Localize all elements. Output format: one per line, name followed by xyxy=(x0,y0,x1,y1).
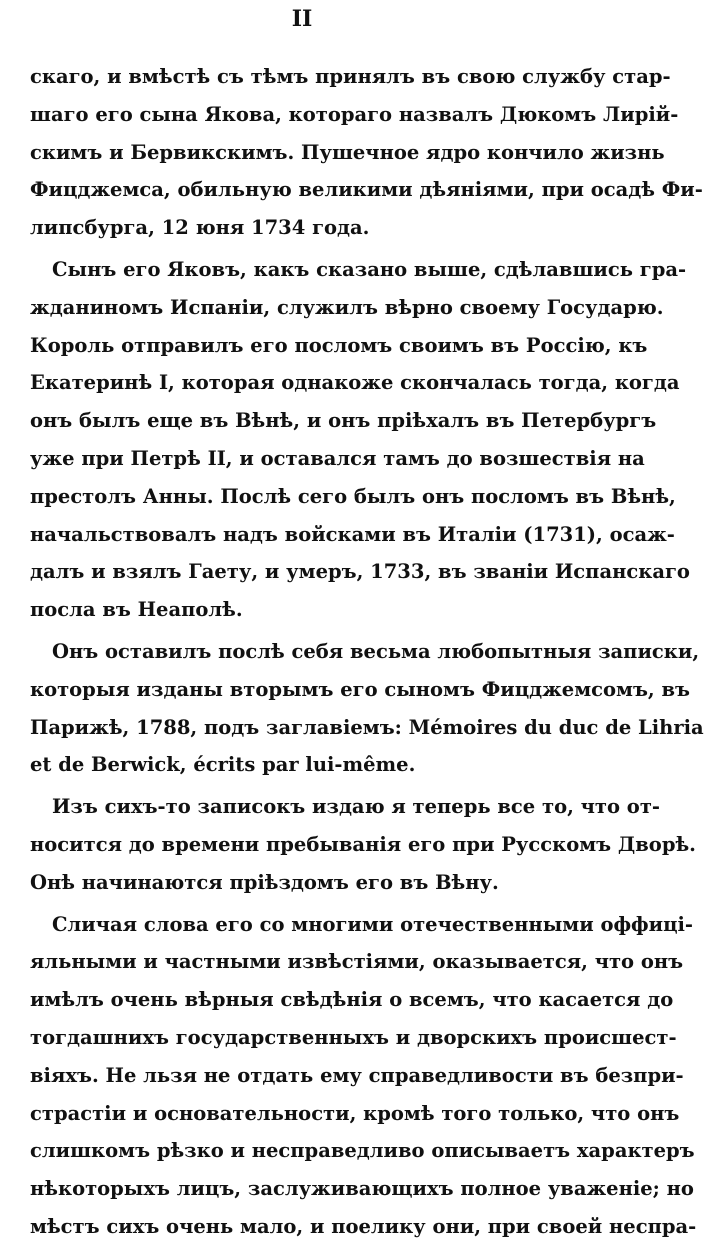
paragraph-3 xyxy=(30,633,704,784)
text-line: слишкомъ рѣзко и несправедливо описываетъ характеръ xyxy=(30,1139,695,1163)
text-line: скаго, и вмѣстѣ съ тѣмъ принялъ въ свою службу стар- xyxy=(30,65,671,88)
text-line: Сличая слова его со многими отечественными оффиці- xyxy=(52,912,693,936)
page-number: II xyxy=(291,6,313,32)
text-line: носится до времени пребыванія его при Русскомъ Дворѣ. xyxy=(30,832,696,856)
text-line: далъ и взялъ Гаету, и умеръ, 1733, въ званіи Испанскаго xyxy=(30,560,690,584)
text-line: скимъ и Бервикскимъ. Пушечное ядро кончило жизнь xyxy=(30,140,665,164)
text-line: Фицджемса, обильную великими дѣяніями, при осадѣ Фи- xyxy=(30,178,703,202)
text-line: Сынъ его Яковъ, какъ сказано выше, сдѣлавшись гра- xyxy=(52,257,687,281)
paragraph-4 xyxy=(30,788,696,901)
text-line: уже при Петрѣ II, и оставался тамъ до возшествія на xyxy=(30,446,645,470)
text-line: віяхъ. Не льзя не отдать ему справедливости въ безпри- xyxy=(30,1063,684,1087)
text-line: которыя изданы вторымъ его сыномъ Фицджемсомъ, въ xyxy=(30,677,691,701)
text-line: престолъ Анны. Послѣ сего былъ онъ посломъ въ Вѣнѣ, xyxy=(30,484,676,508)
text-line: нѣкоторыхъ лицъ, заслуживающихъ полное уваженіе; но xyxy=(30,1177,694,1201)
text-line: жданиномъ Испаніи, служилъ вѣрно своему Государю. xyxy=(30,295,664,319)
text-body xyxy=(30,58,704,1246)
text-line: яльными и частными извѣстіями, оказывается, что онъ xyxy=(30,950,684,974)
text-line: посла въ Неаполѣ. xyxy=(30,598,243,622)
text-line: Онѣ начинаются пріѣздомъ его въ Вѣну. xyxy=(30,870,499,894)
paragraph-2 xyxy=(30,251,690,629)
text-line: начальствовалъ надъ войсками въ Италіи (1731), осаж- xyxy=(30,522,675,546)
text-line: имѣлъ очень вѣрныя свѣдѣнія о всемъ, что касается до xyxy=(30,988,674,1012)
text-line: шаго его сына Якова, котораго назвалъ Дюкомъ Лирій- xyxy=(30,102,679,126)
text-line: тогдашнихъ государственныхъ и дворскихъ происшест- xyxy=(30,1025,677,1049)
text-line: Онъ оставилъ послѣ себя весьма любопытныя записки, xyxy=(52,639,700,663)
text-line: Изъ сихъ-то записокъ издаю я теперь все то, что от- xyxy=(52,795,660,819)
text-line: Парижѣ, 1788, подъ заглавіемъ: Mémoires du duc de Lihria xyxy=(30,715,704,739)
paragraph-1 xyxy=(30,58,703,247)
text-line: онъ былъ еще въ Вѣнѣ, и онъ пріѣхалъ въ Петербургъ xyxy=(30,409,657,433)
text-line: мѣстъ сихъ очень мало, и поелику они, при своей неспра- xyxy=(30,1214,697,1238)
text-line: липсбурга, 12 юня 1734 года. xyxy=(30,216,370,240)
paragraph-5 xyxy=(30,906,697,1246)
text-line: страстіи и основательности, кромѣ того только, что онъ xyxy=(30,1101,680,1125)
text-line: et de Berwick, écrits par lui-même. xyxy=(30,753,416,777)
text-line: Король отправилъ его посломъ своимъ въ Россію, къ xyxy=(30,333,648,357)
text-line: Екатеринѣ I, которая однакоже скончалась тогда, когда xyxy=(30,371,680,395)
